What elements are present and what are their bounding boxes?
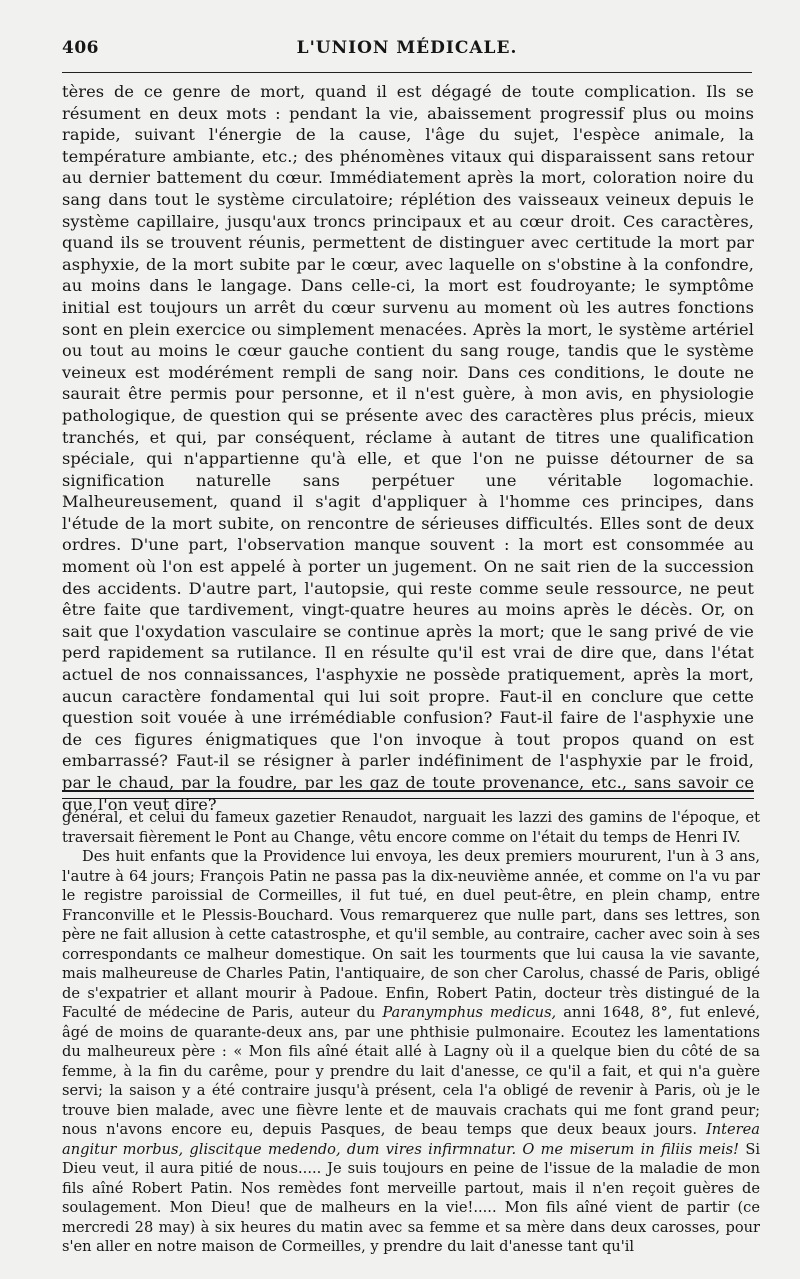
running-title: L'UNION MÉDICALE. — [296, 38, 518, 58]
feuilleton-text-a: Des huit enfants que la Providence lui envoya, les deux premiers moururent, l'un à 3 ans, l'autre à 64 jours; François Patin ne passa pas la dix-neuvième année, et comme on l'a vu par le registre paroissial de Cormeilles, il fut tué, en duel peut-être, en plein champ, entre Franconville et le Plessis-Bouchard. Vous remarquerez que nulle part, dans ses lettres, son père ne fait allusion à cette catastrosphe, et qu'il semble, au contraire, cacher avec soin à ses correspondants ce malheur domestique. On sait les tourments que lui causa la vie savante, mais malheureuse de Charles Patin, l'antiquaire, de son cher Carolus, chassé de Paris, obligé de s'expatrier et allant mourir à Padoue. Enfin, Robert Patin, docteur très distingué de la Faculté de médecine de Paris, auteur du — [62, 848, 760, 1021]
header-rule — [62, 72, 752, 73]
feuilleton-text-b: anni 1648, 8°, fut enlevé, âgé de moins de quarante-deux ans, par une phthisie pulmonaire. Ecoutez les lamentations du malheureux père : « Mon fils aîné était allé à Lagny où il a quelque bien du côté de sa femme, à la fin du carême, pour y prendre du lait d'anesse, ce qu'il a fait, et qui n'a guère servi; la saison y a été contraire jusqu'à présent, cela l'a obligé de revenir à Paris, où je le trouve bien malade, avec une fièvre lente et de mauvais crachats qui me font grand peur; nous n'avons encore eu, depuis Pasques, de beau temps que deux beaux jours. — [62, 1004, 760, 1138]
page-header — [62, 38, 752, 64]
feuilleton-text-c: Si Dieu veut, il aura pitié de nous..... Je suis toujours en peine de l'issue de la maladie de mon fils aîné Robert Patin. Nos remèdes font merveille partout, mais il n'en reçoit guères de soulagement. Mon Dieu! que de malheurs en la vie!..... Mon fils aîné vient de partir (ce mercredi 28 may) à six heures du matin avec sa femme et sa mère dans deux carosses, pour s'en aller en notre maison de Cormeilles, y prendre du lait d'anesse tant qu'il — [62, 1140, 760, 1255]
page-number: 406 — [62, 38, 99, 58]
main-article-text: tères de ce genre de mort, quand il est dégagé de toute complication. Ils se résument en deux mots : pendant la vie, abaissement progressif plus ou moins rapide, suivant l'énergie de la cause, l'âge du sujet, l'espèce animale, la température ambiante, etc.; des phénomènes vitaux qui disparaissent sans retour au dernier battement du cœur. Immédiatement après la mort, coloration noire du sang dans tout le système circulatoire; réplétion des vaisseaux veineux depuis le système capillaire, jusqu'aux troncs principaux et au cœur droit. Ces caractères, quand ils se trouvent réunis, permettent de distinguer avec certitude la mort par asphyxie, de la mort subite par le cœur, avec laquelle on s'obstine à la confondre, au moins dans le langage. Dans celle-ci, la mort est foudroyante; le symptôme initial est toujours un arrêt du cœur survenu au moment où les autres fonctions sont en plein exercice ou simplement menacées. Après la mort, le système artériel ou tout au moins le cœur gauche contient du sang rouge, tandis que le système veineux est modérément rempli de sang noir. Dans ces conditions, le doute ne saurait être permis pour personne, et il n'est guère, à mon avis, en physiologie pathologique, de question qui se présente avec des caractères plus précis, mieux tranchés, et qui, par conséquent, réclame à autant de titres une qualification spéciale, qui n'appartienne qu'à elle, et que l'on ne puisse détourner de sa signification naturelle sans perpétuer une véritable logomachie. Malheureusement, quand il s'agit d'appliquer à l'homme ces principes, dans l'étude de la mort subite, on rencontre de sérieuses difficultés. Elles sont de deux ordres. D'une part, l'observation manque souvent : la mort est consommée au moment où l'on est appelé à porter un jugement. On ne sait rien de la succession des accidents. D'autre part, l'autopsie, qui reste comme seule ressource, ne peut être faite que tardivement, vingt-quatre heures au moins après le décès. Or, on sait que l'oxydation vasculaire se continue après la mort; que le sang privé de vie perd rapidement sa rutilance. Il en résulte qu'il est vrai de dire que, dans l'état actuel de nos connaissances, l'asphyxie ne possède pratiquement, après la mort, aucun caractère fondamental qui lui soit propre. Faut-il en conclure que cette question soit vouée à une irrémédiable confusion? Faut-il faire de l'asphyxie une de ces figures énigmatiques que l'on invoque à tout propos quand on est embarrassé? Faut-il se résigner à parler indéfiniment de l'asphyxie par le froid, par le chaud, par la foudre, par les gaz de toute provenance, etc., sans savoir ce que l'on veut dire? — [62, 82, 754, 814]
feuilleton-separator — [62, 790, 754, 799]
book-title: Paranymphus medicus, — [382, 1004, 557, 1021]
feuilleton-section — [62, 808, 760, 1257]
feuilleton-paragraph-2 — [62, 847, 760, 1257]
feuilleton-paragraph-1: général, et celui du fameux gazetier Renaudot, narguait les lazzi des gamins de l'époque, et traversait fièrement le Pont au Change, vêtu encore comme on l'était du temps de Henri IV. — [62, 809, 760, 846]
latin-quotation: Interea angitur morbus, gliscitque medendo, dum vires infirmnatur. O me miserum in filiis meis! — [62, 1121, 760, 1158]
